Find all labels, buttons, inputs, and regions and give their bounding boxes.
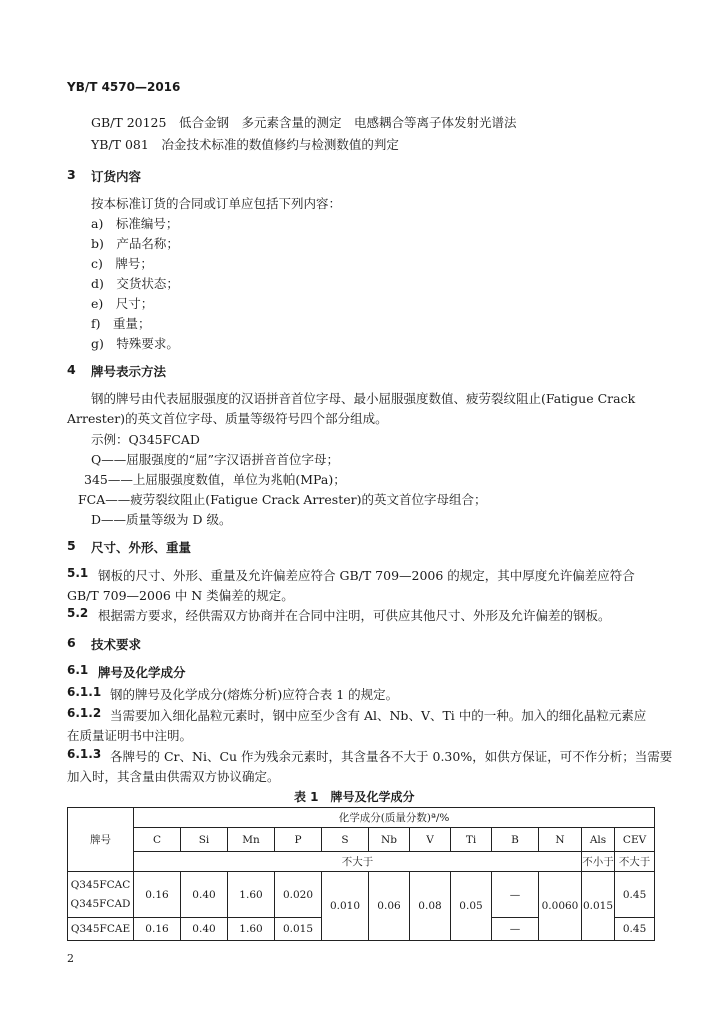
- order-item-d: d) 交货状态；: [91, 276, 179, 291]
- clause-5-2-text: 根据需方要求，经供需双方协商并在合同中注明，可供应其他尺寸、外形及允许偏差的钢板。: [98, 608, 611, 623]
- element-header-s: S: [322, 828, 369, 852]
- normative-ref-ybt081: YB/T 081 冶金技术标准的数值修约与检测数值的判定: [91, 137, 399, 152]
- section-5-number: 5: [67, 538, 76, 553]
- cell-p-fcae: 0.015: [275, 918, 322, 941]
- cell-si-fcac-fcad: 0.40: [181, 872, 228, 918]
- cell-cev-fcac-fcad: 0.45: [615, 872, 655, 918]
- cell-s-shared: 0.010: [322, 872, 369, 941]
- designation-paragraph-line1: 钢的牌号由代表屈服强度的汉语拼音首位字母、最小屈服强度数值、疲劳裂纹阻止(Fatigue Crack: [91, 391, 636, 406]
- clause-5-1-line1: 钢板的尺寸、外形、重量及允许偏差应符合 GB/T 709—2006 的规定，其中厚度允许偏差应符合: [98, 568, 635, 583]
- cell-mn-fcae: 1.60: [228, 918, 275, 941]
- designation-q-explanation: Q——屈服强度的“屈”字汉语拼音首位字母；: [91, 452, 340, 467]
- cell-als-shared: 0.015: [582, 872, 615, 941]
- designation-345-explanation: 345——上屈服强度数值，单位为兆帕(MPa)；: [84, 472, 346, 487]
- order-item-g: g) 特殊要求。: [91, 336, 179, 351]
- clause-6-1-number: 6.1: [67, 663, 89, 677]
- element-header-n: N: [539, 828, 582, 852]
- element-header-p: P: [275, 828, 322, 852]
- order-item-a: a) 标准编号；: [91, 216, 179, 231]
- element-header-ti: Ti: [451, 828, 492, 852]
- clause-6-1-1-text: 钢的牌号及化学成分(熔炼分析)应符合表 1 的规定。: [110, 687, 399, 702]
- section-4-title: 牌号表示方法: [91, 364, 167, 379]
- clause-6-1-3-line1: 各牌号的 Cr、Ni、Cu 作为残余元素时，其含量各不大于 0.30%，如供方保证，可不作分析；当需要: [110, 749, 673, 764]
- cell-c-fcac-fcad: 0.16: [134, 872, 181, 918]
- normative-ref-gbt20125: GB/T 20125 低合金钢 多元素含量的测定 电感耦合等离子体发射光谱法: [91, 115, 517, 130]
- cell-c-fcae: 0.16: [134, 918, 181, 941]
- clause-6-1-2-line2: 在质量证明书中注明。: [67, 728, 193, 743]
- cell-mn-fcac-fcad: 1.60: [228, 872, 275, 918]
- clause-6-1-3-line2: 加入时，其含量由供需双方协议确定。: [67, 769, 280, 784]
- element-header-c: C: [134, 828, 181, 852]
- cell-b-fcac-fcad: —: [492, 872, 539, 918]
- element-header-mn: Mn: [228, 828, 275, 852]
- clause-6-1-2-number: 6.1.2: [67, 706, 102, 720]
- section-5-title: 尺寸、外形、重量: [91, 540, 192, 555]
- cell-v-shared: 0.08: [410, 872, 451, 941]
- clause-6-1-1-number: 6.1.1: [67, 685, 102, 699]
- composition-group-header: 化学成分(质量分数)ª/%: [134, 808, 655, 828]
- chemical-composition-table: [67, 807, 655, 941]
- table-1-caption: 表 1 牌号及化学成分: [294, 790, 415, 804]
- element-header-v: V: [410, 828, 451, 852]
- section-4-number: 4: [67, 362, 76, 377]
- order-item-c: c) 牌号；: [91, 256, 153, 271]
- cev-limit-label: 不大于: [615, 852, 655, 872]
- section-3-number: 3: [67, 167, 76, 182]
- limit-max-label: 不大于: [134, 852, 582, 872]
- element-header-nb: Nb: [369, 828, 410, 852]
- clause-6-1-3-number: 6.1.3: [67, 747, 102, 761]
- grade-cell-q345fcad: Q345FCAD: [68, 895, 134, 918]
- cell-nb-shared: 0.06: [369, 872, 410, 941]
- grade-cell-q345fcac: Q345FCAC: [68, 872, 134, 895]
- designation-fca-explanation: FCA——疲劳裂纹阻止(Fatigue Crack Arrester)的英文首位字母组合；: [78, 492, 487, 507]
- clause-5-2-number: 5.2: [67, 606, 89, 620]
- grade-cell-q345fcae: Q345FCAE: [68, 918, 134, 941]
- element-header-als: Als: [582, 828, 615, 852]
- clause-5-1-number: 5.1: [67, 566, 89, 580]
- element-header-si: Si: [181, 828, 228, 852]
- order-item-f: f) 重量；: [91, 316, 151, 331]
- cell-cev-fcae: 0.45: [615, 918, 655, 941]
- cell-p-fcac-fcad: 0.020: [275, 872, 322, 918]
- cell-b-fcae: —: [492, 918, 539, 941]
- limit-min-label: 不小于: [582, 852, 615, 872]
- cell-si-fcae: 0.40: [181, 918, 228, 941]
- designation-paragraph-line2: Arrester)的英文首位字母、质量等级符号四个部分组成。: [67, 411, 388, 426]
- grade-header: 牌号: [68, 808, 134, 872]
- clause-6-1-title: 牌号及化学成分: [98, 665, 186, 680]
- section-6-number: 6: [67, 635, 76, 650]
- designation-example: 示例：Q345FCAD: [91, 432, 200, 447]
- designation-d-explanation: D——质量等级为 D 级。: [91, 512, 232, 527]
- order-item-b: b) 产品名称；: [91, 236, 179, 251]
- page-number: 2: [67, 952, 74, 965]
- order-item-e: e) 尺寸；: [91, 296, 154, 311]
- cell-ti-shared: 0.05: [451, 872, 492, 941]
- order-content-intro: 按本标准订货的合同或订单应包括下列内容：: [91, 196, 342, 211]
- standard-number: YB/T 4570—2016: [67, 80, 181, 94]
- element-header-cev: CEV: [615, 828, 655, 852]
- clause-5-1-line2: GB/T 709—2006 中 N 类偏差的规定。: [67, 588, 294, 603]
- section-6-title: 技术要求: [91, 637, 142, 652]
- cell-n-shared: 0.0060: [539, 872, 582, 941]
- clause-6-1-2-line1: 当需要加入细化晶粒元素时，钢中应至少含有 Al、Nb、V、Ti 中的一种。加入的细化晶粒元素应: [110, 708, 647, 723]
- section-3-title: 订货内容: [91, 169, 142, 184]
- element-header-b: B: [492, 828, 539, 852]
